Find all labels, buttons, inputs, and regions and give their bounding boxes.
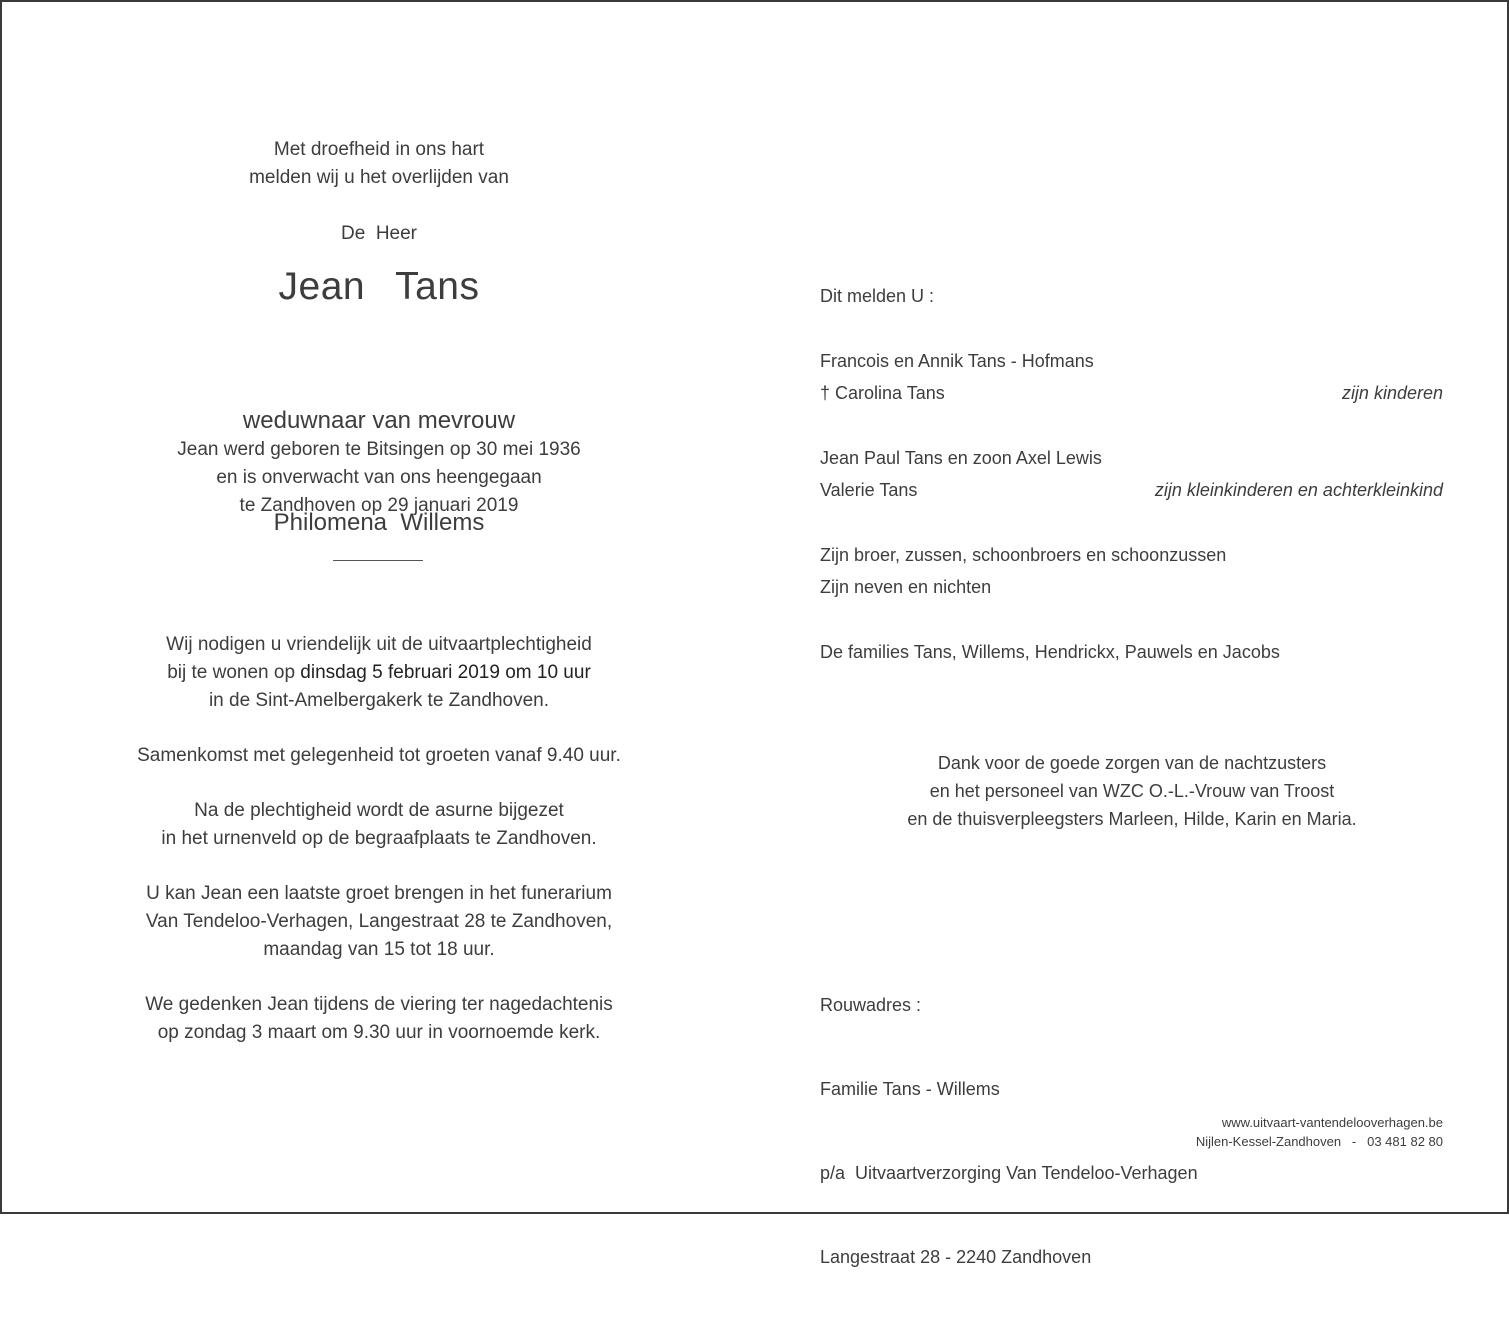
death-line: en is onverwacht van ons heengegaan	[216, 467, 542, 488]
intro-line: melden wij u het overlijden van	[249, 167, 509, 188]
footer-website: www.uitvaart-vantendelooverhagen.be	[1221, 1115, 1443, 1130]
birth-death-info	[2, 436, 756, 520]
grandchildren-line: Valerie Tans	[820, 480, 918, 500]
siblings-line: Zijn broer, zussen, schoonbroers en schoonzussen	[820, 545, 1227, 565]
grandchildren-label: zijn kleinkinderen en achterkleinkind	[1154, 480, 1443, 500]
death-place-line: te Zandhoven op 29 januari 2019	[239, 495, 519, 516]
families-line: De families Tans, Willems, Hendrickx, Pauwels en Jacobs	[820, 642, 1280, 662]
salutation: De Heer	[340, 223, 418, 244]
gathering-info: Samenkomst met gelegenheid tot groeten vanaf 9.40 uur.	[137, 745, 621, 766]
funeral-home-info	[2, 880, 756, 964]
birth-line: Jean werd geboren te Bitsingen op 30 mei 1936	[177, 439, 581, 460]
remembrance-info	[2, 991, 756, 1047]
footer-contact: Nijlen-Kessel-Zandhoven - 03 481 82 80	[1195, 1134, 1443, 1149]
children-label: zijn kinderen	[1341, 383, 1443, 403]
remembrance-line: op zondag 3 maart om 9.30 uur in voornoemde kerk.	[157, 1022, 601, 1043]
funeral-date: dinsdag 5 februari 2019 om 10 uur	[300, 662, 591, 683]
children-line: † Carolina Tans	[820, 383, 945, 403]
funeral-home-line: Van Tendeloo-Verhagen, Langestraat 28 te Zandhoven,	[145, 911, 613, 932]
invite-line-date	[2, 659, 756, 687]
divider-line	[333, 560, 423, 561]
thanks-line: en het personeel van WZC O.-L.-Vrouw van Troost	[929, 781, 1335, 801]
invite-line: Wij nodigen u vriendelijk uit de uitvaartplechtigheid	[166, 634, 592, 655]
deceased-name: Jean Tans	[278, 265, 480, 308]
announce-heading: Dit melden U :	[820, 286, 935, 306]
funeral-home-line: U kan Jean een laatste groet brengen in het funerarium	[146, 883, 612, 904]
urn-info	[2, 797, 756, 853]
address-heading: Rouwadres :	[820, 995, 922, 1015]
widow-line: weduwnaar van mevrouw	[242, 407, 516, 434]
cousins-line: Zijn neven en nichten	[820, 577, 992, 597]
address-line: p/a Uitvaartverzorging Van Tendeloo-Verhagen	[820, 1163, 1198, 1183]
invite-line-church: in de Sint-Amelbergakerk te Zandhoven.	[208, 690, 550, 711]
intro-line: Met droefheid in ons hart	[273, 139, 485, 160]
address-line: Familie Tans - Willems	[820, 1079, 1000, 1099]
mourning-address	[820, 935, 1198, 1327]
funeral-invitation	[2, 631, 756, 715]
remembrance-line: We gedenken Jean tijdens de viering ter nagedachtenis	[145, 994, 613, 1015]
invite-prefix: bij te wonen op	[167, 662, 301, 683]
thanks-line: Dank voor de goede zorgen van de nachtzusters	[937, 753, 1327, 773]
funeral-home-line: maandag van 15 tot 18 uur.	[263, 939, 495, 960]
grandchildren-line: Jean Paul Tans en zoon Axel Lewis	[820, 448, 1102, 468]
children-line: Francois en Annik Tans - Hofmans	[820, 351, 1094, 371]
thanks-line: en de thuisverpleegsters Marleen, Hilde, Karin en Maria.	[907, 809, 1357, 829]
urn-line: Na de plechtigheid wordt de asurne bijgezet	[194, 800, 564, 821]
spouse-name: Philomena Willems	[273, 509, 485, 536]
urn-line: in het urnenveld op de begraafplaats te Zandhoven.	[161, 828, 597, 849]
intro-text	[2, 136, 756, 192]
address-line: Langestraat 28 - 2240 Zandhoven	[820, 1247, 1092, 1267]
thanks-text	[772, 749, 1492, 833]
